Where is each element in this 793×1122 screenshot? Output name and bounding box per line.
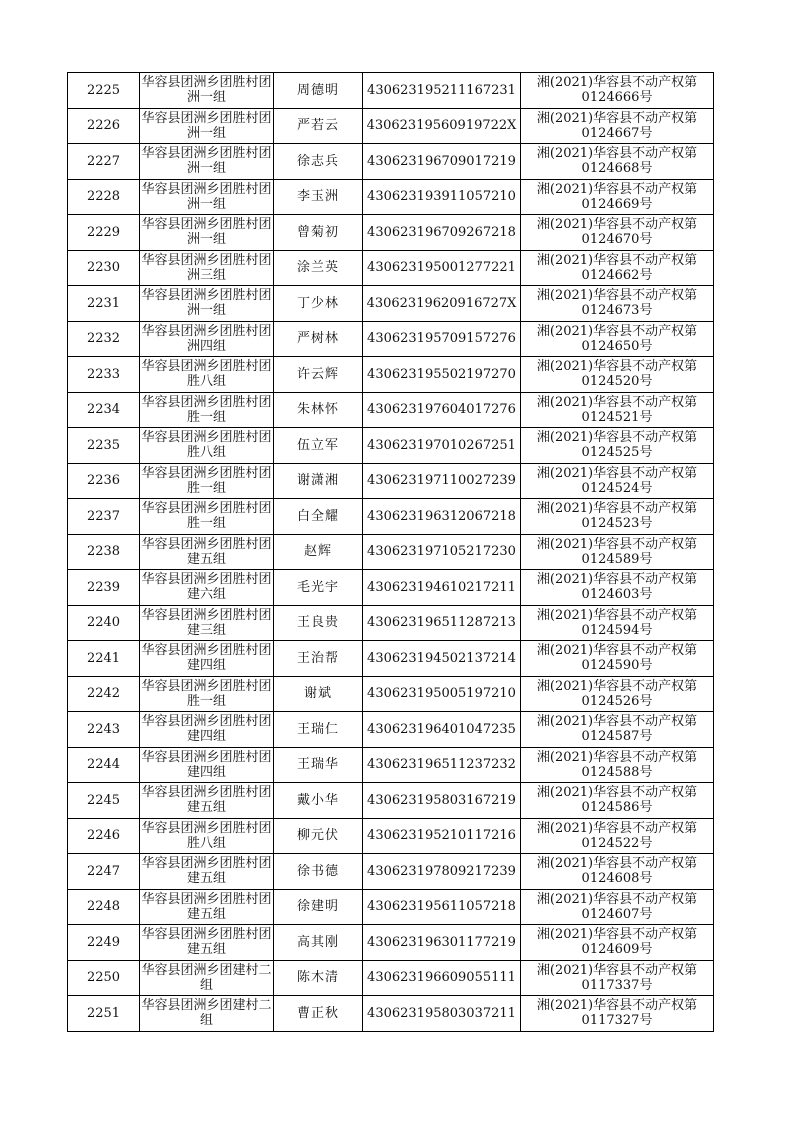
registry-table-body	[68, 73, 714, 1032]
table-row	[68, 960, 714, 996]
row-number-cell: 2242	[68, 676, 140, 712]
address-cell: 华容县团洲乡团建村二组	[140, 960, 274, 996]
certificate-number-cell: 湘(2021)华容县不动产权第0117327号	[521, 996, 714, 1032]
table-row	[68, 357, 714, 393]
certificate-number-cell: 湘(2021)华容县不动产权第0124589号	[521, 534, 714, 570]
certificate-number-cell: 湘(2021)华容县不动产权第0124594号	[521, 605, 714, 641]
certificate-number-cell: 湘(2021)华容县不动产权第0124520号	[521, 357, 714, 393]
id-number-cell: 430623195502197270	[363, 357, 521, 393]
owner-name-cell: 陈木清	[274, 960, 363, 996]
address-cell: 华容县团洲乡团胜村团胜八组	[140, 818, 274, 854]
address-cell: 华容县团洲乡团胜村团胜一组	[140, 463, 274, 499]
row-number-cell: 2227	[68, 144, 140, 180]
table-row	[68, 144, 714, 180]
row-number-cell: 2237	[68, 499, 140, 535]
row-number-cell: 2249	[68, 925, 140, 961]
id-number-cell: 430623197809217239	[363, 854, 521, 890]
table-row	[68, 854, 714, 890]
row-number-cell: 2241	[68, 641, 140, 677]
id-number-cell: 430623195211167231	[363, 73, 521, 109]
row-number-cell: 2228	[68, 179, 140, 215]
owner-name-cell: 柳元伏	[274, 818, 363, 854]
address-cell: 华容县团洲乡团胜村团建三组	[140, 605, 274, 641]
table-row	[68, 747, 714, 783]
table-row	[68, 250, 714, 286]
address-cell: 华容县团洲乡团胜村团洲三组	[140, 250, 274, 286]
certificate-number-cell: 湘(2021)华容县不动产权第0124603号	[521, 570, 714, 606]
owner-name-cell: 丁少林	[274, 286, 363, 322]
row-number-cell: 2243	[68, 712, 140, 748]
certificate-number-cell: 湘(2021)华容县不动产权第0124669号	[521, 179, 714, 215]
owner-name-cell: 毛光宇	[274, 570, 363, 606]
id-number-cell: 430623197604017276	[363, 392, 521, 428]
owner-name-cell: 朱林怀	[274, 392, 363, 428]
owner-name-cell: 徐志兵	[274, 144, 363, 180]
id-number-cell: 430623194610217211	[363, 570, 521, 606]
owner-name-cell: 王良贵	[274, 605, 363, 641]
certificate-number-cell: 湘(2021)华容县不动产权第0124670号	[521, 215, 714, 251]
address-cell: 华容县团洲乡团胜村团建四组	[140, 641, 274, 677]
address-cell: 华容县团洲乡团胜村团建五组	[140, 854, 274, 890]
row-number-cell: 2247	[68, 854, 140, 890]
id-number-cell: 430623195611057218	[363, 889, 521, 925]
owner-name-cell: 严若云	[274, 108, 363, 144]
address-cell: 华容县团洲乡团胜村团建六组	[140, 570, 274, 606]
table-row	[68, 783, 714, 819]
address-cell: 华容县团洲乡团胜村团洲一组	[140, 286, 274, 322]
owner-name-cell: 王瑞华	[274, 747, 363, 783]
row-number-cell: 2233	[68, 357, 140, 393]
address-cell: 华容县团洲乡团胜村团洲一组	[140, 179, 274, 215]
table-row	[68, 73, 714, 109]
table-row	[68, 392, 714, 428]
row-number-cell: 2238	[68, 534, 140, 570]
table-row	[68, 925, 714, 961]
row-number-cell: 2246	[68, 818, 140, 854]
id-number-cell: 430623196301177219	[363, 925, 521, 961]
owner-name-cell: 戴小华	[274, 783, 363, 819]
id-number-cell: 430623196709267218	[363, 215, 521, 251]
id-number-cell: 430623195709157276	[363, 321, 521, 357]
id-number-cell: 430623195001277221	[363, 250, 521, 286]
id-number-cell: 430623197110027239	[363, 463, 521, 499]
table-row	[68, 321, 714, 357]
table-row	[68, 534, 714, 570]
owner-name-cell: 王瑞仁	[274, 712, 363, 748]
registry-table	[67, 72, 714, 1032]
id-number-cell: 430623194502137214	[363, 641, 521, 677]
certificate-number-cell: 湘(2021)华容县不动产权第0124588号	[521, 747, 714, 783]
address-cell: 华容县团洲乡团胜村团建五组	[140, 925, 274, 961]
certificate-number-cell: 湘(2021)华容县不动产权第0124668号	[521, 144, 714, 180]
id-number-cell: 430623195803037211	[363, 996, 521, 1032]
owner-name-cell: 徐书德	[274, 854, 363, 890]
address-cell: 华容县团洲乡团胜村团胜一组	[140, 676, 274, 712]
row-number-cell: 2226	[68, 108, 140, 144]
id-number-cell: 430623196511287213	[363, 605, 521, 641]
table-row	[68, 818, 714, 854]
row-number-cell: 2240	[68, 605, 140, 641]
row-number-cell: 2230	[68, 250, 140, 286]
certificate-number-cell: 湘(2021)华容县不动产权第0124667号	[521, 108, 714, 144]
row-number-cell: 2234	[68, 392, 140, 428]
certificate-number-cell: 湘(2021)华容县不动产权第0124609号	[521, 925, 714, 961]
address-cell: 华容县团洲乡团胜村团建五组	[140, 783, 274, 819]
certificate-number-cell: 湘(2021)华容县不动产权第0124673号	[521, 286, 714, 322]
id-number-cell: 430623197105217230	[363, 534, 521, 570]
id-number-cell: 430623196609055111	[363, 960, 521, 996]
id-number-cell: 430623196401047235	[363, 712, 521, 748]
owner-name-cell: 高其刚	[274, 925, 363, 961]
table-row	[68, 499, 714, 535]
owner-name-cell: 涂兰英	[274, 250, 363, 286]
row-number-cell: 2250	[68, 960, 140, 996]
owner-name-cell: 谢斌	[274, 676, 363, 712]
table-row	[68, 641, 714, 677]
table-row	[68, 605, 714, 641]
certificate-number-cell: 湘(2021)华容县不动产权第0117337号	[521, 960, 714, 996]
owner-name-cell: 李玉洲	[274, 179, 363, 215]
row-number-cell: 2235	[68, 428, 140, 464]
row-number-cell: 2225	[68, 73, 140, 109]
id-number-cell: 430623195803167219	[363, 783, 521, 819]
certificate-number-cell: 湘(2021)华容县不动产权第0124526号	[521, 676, 714, 712]
address-cell: 华容县团洲乡团建村二组	[140, 996, 274, 1032]
id-number-cell: 430623195210117216	[363, 818, 521, 854]
owner-name-cell: 许云辉	[274, 357, 363, 393]
certificate-number-cell: 湘(2021)华容县不动产权第0124662号	[521, 250, 714, 286]
row-number-cell: 2248	[68, 889, 140, 925]
certificate-number-cell: 湘(2021)华容县不动产权第0124523号	[521, 499, 714, 535]
address-cell: 华容县团洲乡团胜村团洲一组	[140, 73, 274, 109]
row-number-cell: 2239	[68, 570, 140, 606]
table-row	[68, 286, 714, 322]
owner-name-cell: 白全耀	[274, 499, 363, 535]
owner-name-cell: 王治帮	[274, 641, 363, 677]
table-row	[68, 712, 714, 748]
certificate-number-cell: 湘(2021)华容县不动产权第0124666号	[521, 73, 714, 109]
row-number-cell: 2229	[68, 215, 140, 251]
address-cell: 华容县团洲乡团胜村团建五组	[140, 534, 274, 570]
address-cell: 华容县团洲乡团胜村团洲一组	[140, 215, 274, 251]
owner-name-cell: 赵辉	[274, 534, 363, 570]
owner-name-cell: 曹正秋	[274, 996, 363, 1032]
row-number-cell: 2244	[68, 747, 140, 783]
address-cell: 华容县团洲乡团胜村团建四组	[140, 747, 274, 783]
owner-name-cell: 徐建明	[274, 889, 363, 925]
certificate-number-cell: 湘(2021)华容县不动产权第0124608号	[521, 854, 714, 890]
address-cell: 华容县团洲乡团胜村团洲一组	[140, 108, 274, 144]
address-cell: 华容县团洲乡团胜村团洲四组	[140, 321, 274, 357]
id-number-cell: 43062319620916727X	[363, 286, 521, 322]
certificate-number-cell: 湘(2021)华容县不动产权第0124522号	[521, 818, 714, 854]
table-row	[68, 463, 714, 499]
row-number-cell: 2232	[68, 321, 140, 357]
row-number-cell: 2236	[68, 463, 140, 499]
address-cell: 华容县团洲乡团胜村团胜八组	[140, 428, 274, 464]
owner-name-cell: 伍立军	[274, 428, 363, 464]
address-cell: 华容县团洲乡团胜村团胜一组	[140, 392, 274, 428]
row-number-cell: 2231	[68, 286, 140, 322]
id-number-cell: 430623195005197210	[363, 676, 521, 712]
table-row	[68, 676, 714, 712]
address-cell: 华容县团洲乡团胜村团建五组	[140, 889, 274, 925]
address-cell: 华容县团洲乡团胜村团洲一组	[140, 144, 274, 180]
owner-name-cell: 曾菊初	[274, 215, 363, 251]
owner-name-cell: 严树林	[274, 321, 363, 357]
table-row	[68, 996, 714, 1032]
certificate-number-cell: 湘(2021)华容县不动产权第0124586号	[521, 783, 714, 819]
certificate-number-cell: 湘(2021)华容县不动产权第0124521号	[521, 392, 714, 428]
address-cell: 华容县团洲乡团胜村团胜一组	[140, 499, 274, 535]
address-cell: 华容县团洲乡团胜村团建四组	[140, 712, 274, 748]
address-cell: 华容县团洲乡团胜村团胜八组	[140, 357, 274, 393]
table-row	[68, 108, 714, 144]
id-number-cell: 430623196709017219	[363, 144, 521, 180]
certificate-number-cell: 湘(2021)华容县不动产权第0124587号	[521, 712, 714, 748]
table-row	[68, 179, 714, 215]
id-number-cell: 430623197010267251	[363, 428, 521, 464]
certificate-number-cell: 湘(2021)华容县不动产权第0124590号	[521, 641, 714, 677]
id-number-cell: 430623196511237232	[363, 747, 521, 783]
table-row	[68, 889, 714, 925]
owner-name-cell: 谢潇湘	[274, 463, 363, 499]
certificate-number-cell: 湘(2021)华容县不动产权第0124650号	[521, 321, 714, 357]
row-number-cell: 2245	[68, 783, 140, 819]
table-row	[68, 428, 714, 464]
table-row	[68, 570, 714, 606]
certificate-number-cell: 湘(2021)华容县不动产权第0124525号	[521, 428, 714, 464]
table-row	[68, 215, 714, 251]
id-number-cell: 43062319560919722X	[363, 108, 521, 144]
certificate-number-cell: 湘(2021)华容县不动产权第0124524号	[521, 463, 714, 499]
id-number-cell: 430623196312067218	[363, 499, 521, 535]
owner-name-cell: 周德明	[274, 73, 363, 109]
certificate-number-cell: 湘(2021)华容县不动产权第0124607号	[521, 889, 714, 925]
id-number-cell: 430623193911057210	[363, 179, 521, 215]
row-number-cell: 2251	[68, 996, 140, 1032]
